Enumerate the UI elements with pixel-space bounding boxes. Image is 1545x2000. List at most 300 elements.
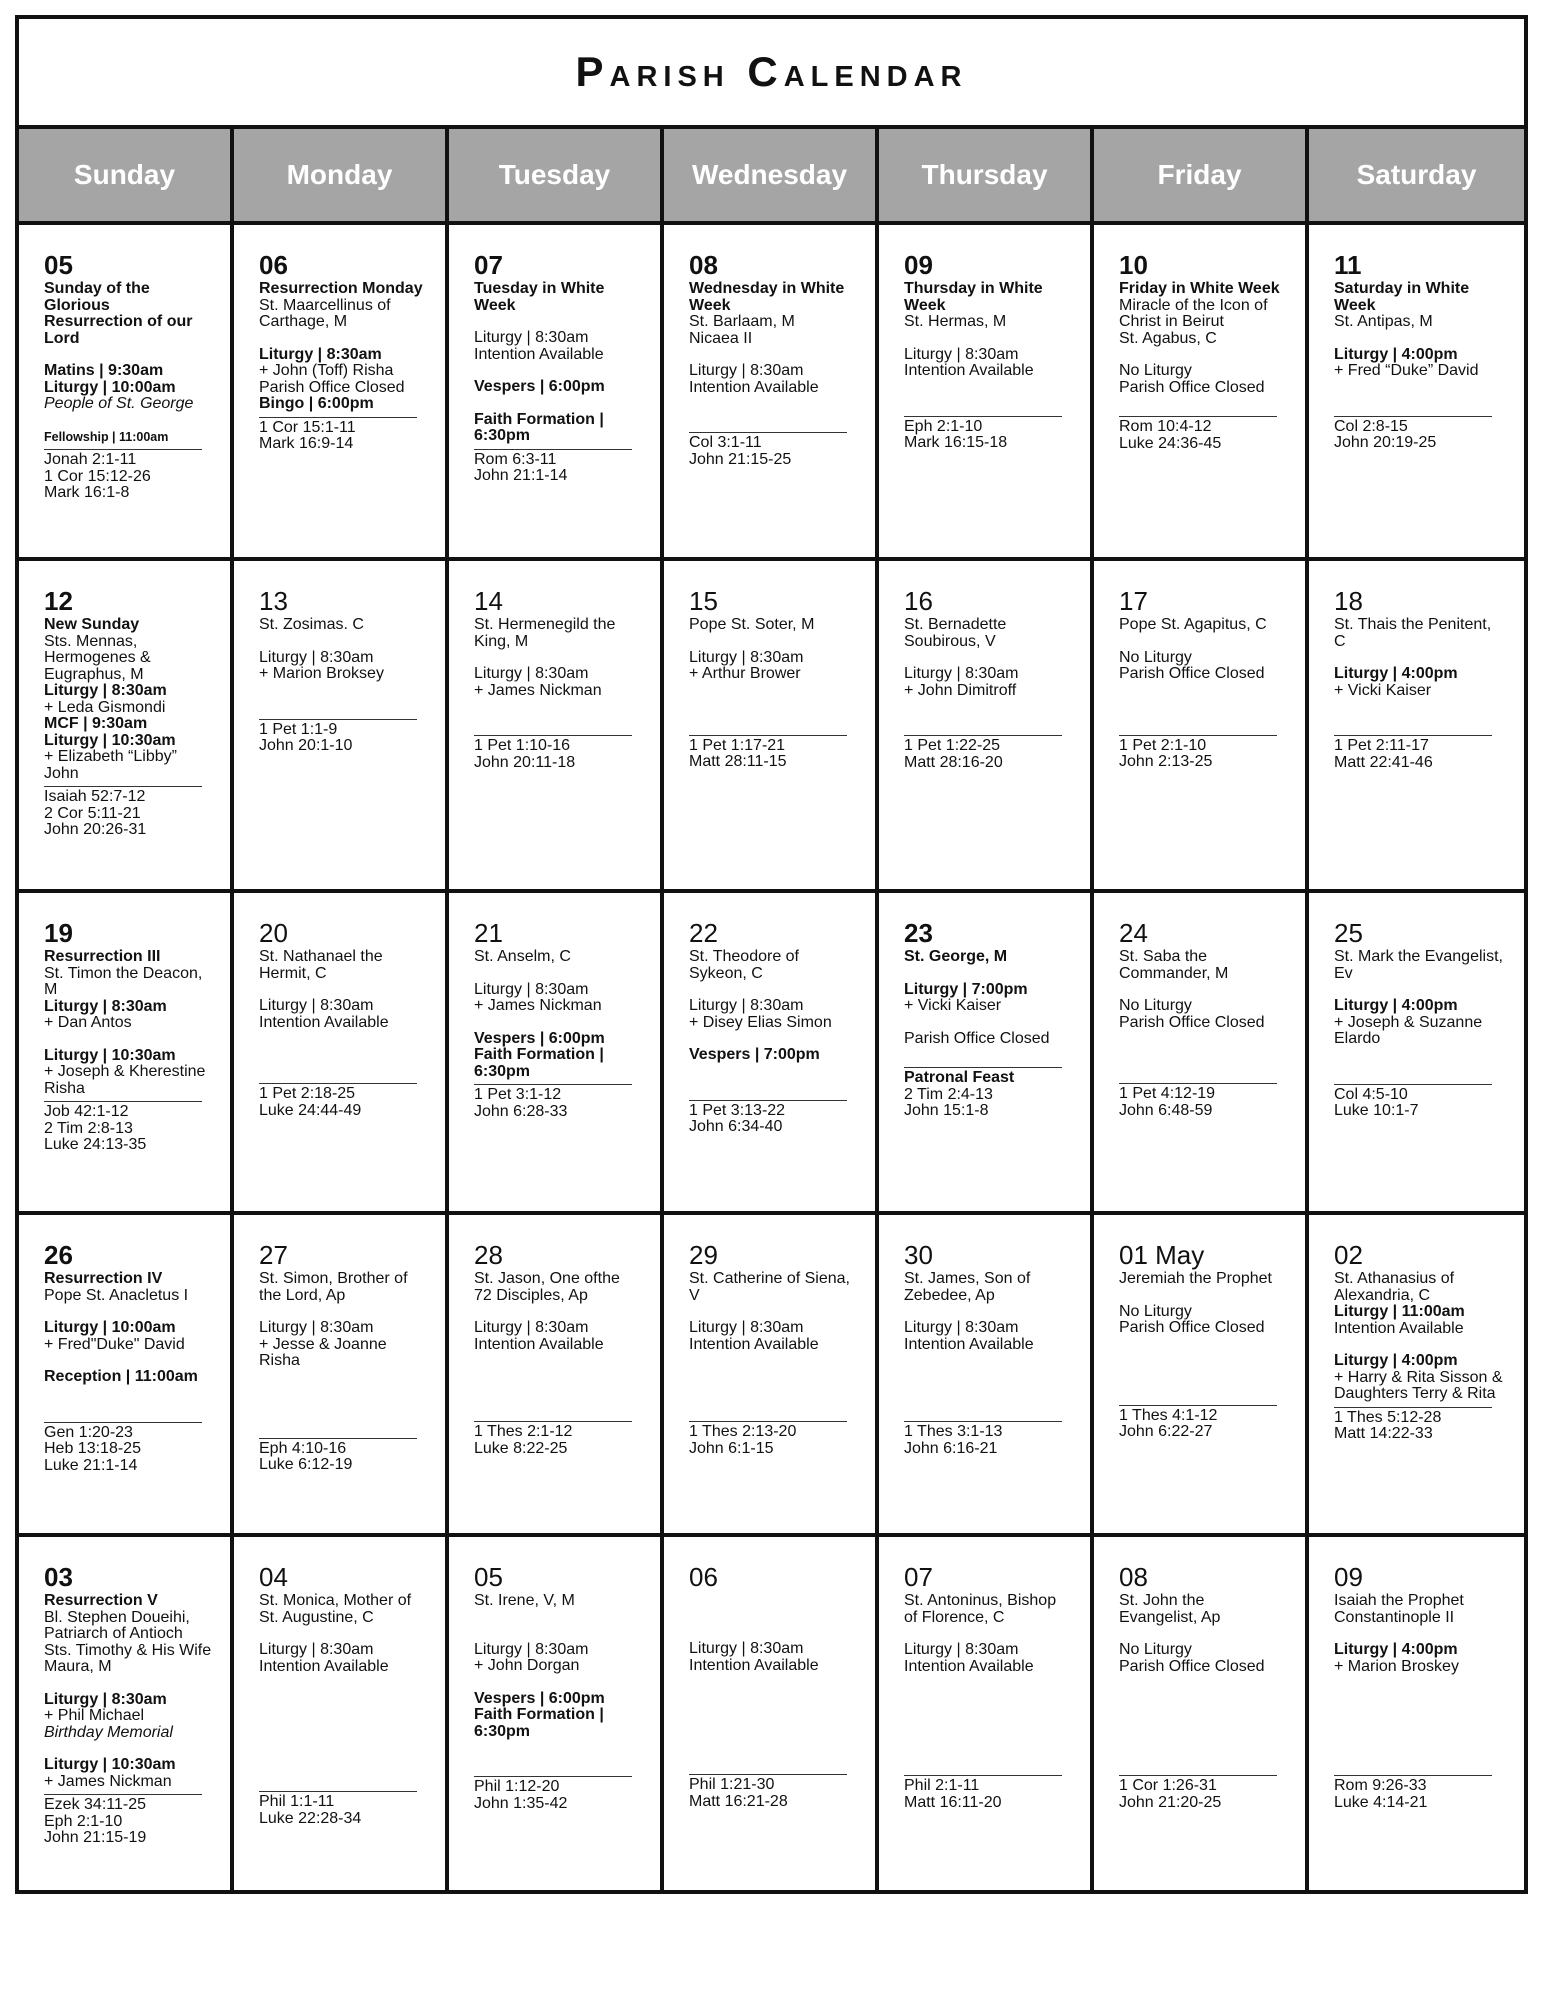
spacer [1119,1353,1287,1369]
entry-line: Eph 4:10-16 [259,1439,347,1457]
entry-line: Liturgy | 8:30am [689,1640,804,1657]
entry-line: 1 Pet 2:1-10 [1119,736,1207,754]
spacer [259,331,427,347]
spacer [474,396,642,412]
entry-line: St. Nathanael the Hermit, C [259,948,388,982]
entry-line: No Liturgy [1119,362,1192,379]
entry-line: Liturgy | 4:00pm [1334,1641,1458,1658]
entry-line: Liturgy | 10:00am [44,1319,176,1336]
spacer [259,683,427,699]
spacer [474,1015,642,1031]
spacer [1334,1626,1506,1642]
spacer [259,1723,427,1739]
spacer [1334,699,1506,715]
entry-line: Intention Available [259,1657,389,1675]
day-number: 12 [44,586,73,616]
spacer [474,699,642,715]
spacer [689,396,857,412]
spacer [1119,1369,1287,1385]
spacer [1334,1675,1506,1691]
entry-line: Vespers | 6:00pm [474,378,605,395]
entry-line: Rom 10:4-12 [1119,418,1212,435]
spacer [1334,1707,1506,1723]
spacer [1334,1723,1506,1739]
entry-line: + James Nickman [474,997,602,1014]
spacer [904,1047,1072,1063]
day-cell [1309,1215,1524,1537]
entry-line: Isaiah the Prophet [1334,1592,1464,1609]
entry-line: Intention Available [689,1656,819,1674]
divider-line [1119,416,1277,417]
entry-line: + Joseph & Kherestine Risha [44,1063,210,1097]
divider-line [689,1774,847,1775]
day-number: 21 [474,918,503,948]
entry-line: St. Saba the Commander, M [1119,948,1229,982]
spacer [1334,1739,1506,1755]
day-cell [234,1537,449,1892]
entry-line: 2 Tim 2:4-13 [904,1085,993,1103]
entry-line: Vespers | 6:00pm [474,1689,605,1707]
entry-line: + James Nickman [474,681,602,699]
entry-line: Parish Office Closed [259,378,405,396]
spacer [259,1418,427,1434]
spacer [689,1031,857,1047]
day-cell [19,1215,234,1537]
entry-line: Liturgy | 8:30am [474,329,589,346]
day-cell [19,1537,234,1892]
entry-line: John 21:1-14 [474,467,568,484]
entry-line: 1 Pet 3:1-12 [474,1086,562,1103]
entry-line: Birthday Memorial [44,1723,173,1741]
entry-line: Vespers | 7:00pm [689,1046,820,1063]
entry-line: Miracle of the Icon of Christ in Beirut [1119,296,1272,330]
day-cell [234,893,449,1215]
spacer [44,347,212,363]
day-cell [234,225,449,561]
day-number: 19 [44,918,73,948]
entry-line: Parish Office Closed [1119,665,1265,682]
parish-calendar [15,15,1528,1894]
spacer [1119,1047,1287,1063]
entry-line: Luke 6:12-19 [259,1456,353,1473]
divider-line [259,1438,417,1439]
entry-line: Nicaea II [689,329,753,347]
entry-line: Wednesday in White Week [689,280,849,314]
entry-line: + Vicki Kaiser [904,997,1002,1014]
entry-line: Resurrection III [44,948,161,965]
entry-line: John 20:26-31 [44,821,147,838]
entry-line: Phil 1:21-30 [689,1776,775,1793]
entry-line: St. Agabus, C [1119,329,1217,347]
entry-line: 1 Pet 4:12-19 [1119,1085,1216,1102]
spacer [689,683,857,699]
entry-line: Liturgy | 8:30am [904,1319,1019,1336]
entry-line: + Marion Broskey [1334,1657,1459,1675]
spacer [259,1047,427,1063]
calendar-title: Parish Calendar [575,48,968,95]
spacer [259,1739,427,1755]
day-cell [664,1537,879,1892]
entry-line: Parish Office Closed [1119,378,1265,396]
entry-line: St. Theodore of Sykeon, C [689,948,804,982]
divider-line [474,1084,632,1085]
spacer [259,1755,427,1771]
day-cell [879,225,1094,561]
divider-line [1119,1405,1277,1406]
spacer [689,1401,857,1417]
entry-line: Reception | 11:00am [44,1368,198,1385]
entry-line: Thursday in White Week [904,280,1048,314]
entry-line: Ezek 34:11-25 [44,1796,146,1813]
spacer [689,1609,857,1625]
spacer [259,1771,427,1787]
day-cell [664,1215,879,1537]
day-number: 02 [1334,1240,1363,1270]
entry-line: + Joseph & Suzanne Elardo [1334,1013,1487,1047]
entry-line: John 21:15-19 [44,1829,147,1846]
entry-line: 1 Pet 2:18-25 [259,1085,356,1102]
entry-line: John 6:48-59 [1119,1101,1213,1119]
entry-line: Liturgy | 7:00pm [904,980,1028,998]
spacer [1334,650,1506,666]
entry-line: + Dan Antos [44,1014,132,1031]
spacer [474,363,642,379]
spacer [904,966,1072,982]
entry-line: 1 Pet 1:10-16 [474,737,571,754]
day-cell [1309,1537,1524,1892]
day-number: 14 [474,586,503,616]
entry-line: Bl. Stephen Doueihi, Patriarch of Antioch [44,1608,195,1642]
spacer [904,1369,1072,1385]
entry-line: Resurrection V [44,1592,158,1609]
day-number: 29 [689,1240,718,1270]
entry-line: Constantinople II [1334,1608,1455,1626]
day-number: 04 [259,1562,288,1592]
spacer [689,634,857,650]
weekday-saturday: Saturday [1309,129,1524,221]
entry-line: Parish Office Closed [904,1029,1050,1047]
divider-line [1334,416,1492,417]
spacer [259,1402,427,1418]
calendar-header [19,19,1524,129]
divider-line [44,786,202,787]
entry-line: + Phil Michael [44,1707,145,1724]
day-cell [1309,561,1524,893]
spacer [1119,1707,1287,1723]
entry-line: John 6:28-33 [474,1102,568,1120]
day-number: 28 [474,1240,503,1270]
day-number: 08 [1119,1562,1148,1592]
entry-line: St. Simon, Brother of the Lord, Ap [259,1270,412,1304]
day-number: 25 [1334,918,1363,948]
spacer [1119,1288,1287,1304]
entry-line: Faith Formation | 6:30pm [474,1706,609,1740]
entry-line: Intention Available [1334,1319,1464,1337]
spacer [904,1401,1072,1417]
day-cell [19,225,234,561]
entry-line: Liturgy | 8:30am [474,980,589,998]
entry-line: John 2:13-25 [1119,753,1213,770]
spacer [1119,1626,1287,1642]
entry-line: Rom 9:26-33 [1334,1777,1427,1794]
spacer [44,1353,212,1369]
spacer [474,1626,642,1642]
spacer [689,715,857,731]
day-cell [234,1215,449,1537]
entry-line: Saturday in White Week [1334,280,1474,314]
weekday-wednesday: Wednesday [664,129,879,221]
spacer [689,1353,857,1369]
spacer [689,1754,857,1770]
entry-line: + Fred “Duke” David [1334,362,1479,379]
spacer [1119,1675,1287,1691]
entry-line: + James Nickman [44,1772,172,1790]
entry-line: Intention Available [689,1335,819,1353]
weekday-sunday: Sunday [19,129,234,221]
spacer [689,1690,857,1706]
entry-line: Intention Available [689,378,819,396]
divider-line [689,1100,847,1101]
day-number: 07 [474,250,503,280]
spacer [259,1031,427,1047]
entry-line: John 21:20-25 [1119,1793,1222,1811]
divider-line [904,1421,1062,1422]
spacer [904,1755,1072,1771]
entry-line: St. James, Son of Zebedee, Ap [904,1270,1035,1304]
spacer [689,1304,857,1320]
spacer [689,982,857,998]
entry-line: 1 Thes 2:1-12 [474,1423,573,1440]
entry-line: Sts. Mennas, Hermogenes & Eugraphus, M [44,632,156,683]
entry-line: + Marion Broksey [259,665,384,682]
entry-line: Matt 16:11-20 [904,1793,1002,1811]
entry-line: 1 Pet 2:11-17 [1334,737,1429,754]
entry-line: Liturgy | 8:30am [259,1319,374,1336]
entry-line: St. Anselm, C [474,948,571,965]
entry-line: Luke 24:13-35 [44,1136,147,1153]
spacer [1119,1739,1287,1755]
spacer [474,314,642,330]
divider-line [259,1083,417,1084]
spacer [259,1626,427,1642]
entry-line: John 6:34-40 [689,1118,783,1135]
day-number: 08 [689,250,718,280]
entry-line: St. Thais the Penitent, C [1334,616,1496,650]
spacer [259,1063,427,1079]
calendar-grid [19,225,1524,1892]
entry-line: Liturgy | 8:30am [474,1319,589,1336]
entry-line: St. Antoninus, Bishop of Florence, C [904,1592,1061,1626]
day-cell [879,1215,1094,1537]
entry-line: Mark 16:9-14 [259,435,354,452]
entry-line: John 20:1-10 [259,737,353,754]
divider-line [259,417,417,418]
spacer [474,715,642,731]
spacer [689,1625,857,1641]
spacer [1119,982,1287,998]
entry-line: Intention Available [474,1335,604,1353]
entry-line: Resurrection Monday [259,280,423,297]
entry-line: John 6:22-27 [1119,1423,1213,1440]
divider-line [1119,1083,1277,1084]
spacer [474,1756,642,1772]
entry-line: St. Irene, V, M [474,1592,575,1609]
spacer [44,1402,212,1418]
entry-line: Faith Formation | 6:30pm [474,1046,609,1080]
spacer [259,1370,427,1386]
entry-line: Intention Available [474,345,604,363]
spacer [1334,1048,1506,1064]
entry-line: Resurrection IV [44,1270,163,1287]
entry-line: No Liturgy [1119,648,1192,666]
day-number: 09 [1334,1562,1363,1592]
entry-line: + Arthur Brower [689,665,801,682]
day-number: 22 [689,918,718,948]
entry-line: Liturgy | 8:30am [259,997,374,1014]
entry-line: St. Zosimas. C [259,616,364,633]
entry-line: Liturgy | 4:00pm [1334,665,1458,682]
entry-line: Mark 16:1-8 [44,484,130,501]
spacer [689,1706,857,1722]
spacer [259,1691,427,1707]
spacer [259,1304,427,1320]
entry-line: St. Mark the Evangelist, Ev [1334,948,1508,982]
entry-line: Intention Available [904,362,1034,379]
entry-line: Matt 28:11-15 [689,753,787,770]
spacer [904,650,1072,666]
divider-line [474,449,632,450]
entry-line: Liturgy | 10:30am [44,1756,176,1773]
spacer [1119,347,1287,363]
spacer [904,396,1072,412]
spacer [259,1675,427,1691]
spacer [689,347,857,363]
entry-line: John 15:1-8 [904,1102,989,1119]
divider-line [1334,735,1492,736]
entry-line: Liturgy | 8:30am [259,648,374,666]
spacer [689,1722,857,1738]
divider-line [689,735,847,736]
divider-line [904,416,1062,417]
entry-line: Luke 8:22-25 [474,1439,568,1457]
spacer [1119,1385,1287,1401]
spacer [904,1691,1072,1707]
day-number: 18 [1334,586,1363,616]
entry-line: Liturgy | 8:30am [689,997,804,1014]
entry-line: New Sunday [44,616,140,633]
spacer [1119,715,1287,731]
divider-line [904,1775,1062,1776]
weekday-friday: Friday [1094,129,1309,221]
entry-line: Friday in White Week [1119,280,1280,297]
spacer [44,1676,212,1692]
day-cell [234,561,449,893]
entry-line: Col 2:8-15 [1334,417,1408,435]
entry-line: No Liturgy [1119,1641,1192,1658]
day-number: 07 [904,1562,933,1592]
entry-line: Matt 22:41-46 [1334,753,1433,771]
entry-line: Faith Formation | 6:30pm [474,410,609,444]
spacer [904,1626,1072,1642]
spacer [44,1386,212,1402]
day-cell [449,225,664,561]
entry-line: Jeremiah the Prophet [1119,1270,1272,1287]
divider-line [1334,1084,1492,1085]
day-cell [19,893,234,1215]
entry-line: Phil 1:1-11 [259,1793,335,1810]
entry-line: 1 Thes 2:13-20 [689,1423,797,1440]
entry-line: + John Dimitroff [904,681,1017,699]
spacer [474,1369,642,1385]
spacer [1119,1723,1287,1739]
entry-line: St. Catherine of Siena, V [689,1270,855,1304]
entry-line: Liturgy | 10:30am [44,1046,176,1064]
entry-line: 1 Thes 4:1-12 [1119,1406,1218,1424]
entry-line: Heb 13:18-25 [44,1440,141,1457]
day-cell [1094,1537,1309,1892]
divider-line [44,1794,202,1795]
entry-line: John 20:11-18 [474,753,576,771]
entry-line: Isaiah 52:7-12 [44,788,146,805]
day-cell [664,225,879,561]
day-number: 01 May [1119,1240,1205,1270]
entry-line: + Fred"Duke" David [44,1335,185,1353]
spacer [474,1610,642,1626]
divider-line [44,449,202,450]
spacer [904,1353,1072,1369]
entry-line: Sts. Timothy & His Wife Maura, M [44,1641,216,1675]
entry-line: No Liturgy [1119,997,1192,1014]
entry-line: Phil 2:1-11 [904,1777,980,1794]
spacer [1119,1691,1287,1707]
day-number: 06 [259,250,288,280]
entry-line: Col 3:1-11 [689,434,762,451]
day-number: 11 [1334,250,1362,280]
entry-line: Parish Office Closed [1119,1657,1265,1675]
spacer [1119,396,1287,412]
entry-line: St. Barlaam, M [689,313,795,330]
entry-line: + John Dorgan [474,1657,580,1674]
entry-line: Patronal Feast [904,1069,1015,1086]
entry-line: Liturgy | 8:30am [259,345,382,363]
divider-line [689,1421,847,1422]
day-number: 05 [44,250,73,280]
entry-line: Eph 2:1-10 [904,417,983,435]
entry-line: Pope St. Agapitus, C [1119,616,1267,633]
spacer [904,1015,1072,1031]
spacer [689,1674,857,1690]
entry-line: Mark 16:15-18 [904,434,1008,451]
spacer [904,1739,1072,1755]
spacer [259,1707,427,1723]
entry-line: Liturgy | 8:30am [474,665,589,682]
divider-line [44,1101,202,1102]
divider-line [474,735,632,736]
entry-line: Luke 22:28-34 [259,1809,362,1827]
spacer [44,1304,212,1320]
spacer [689,1369,857,1385]
weekday-header-row [19,129,1524,225]
spacer [474,1353,642,1369]
entry-line: Pope St. Anacletus I [44,1286,189,1304]
entry-line: 1 Cor 15:12-26 [44,467,151,485]
entry-line: + Leda Gismondi [44,698,166,716]
day-cell [664,893,879,1215]
entry-line: Liturgy | 10:30am [44,731,176,749]
spacer [904,331,1072,347]
spacer [1334,1755,1506,1771]
entry-line: St. Hermas, M [904,313,1007,330]
